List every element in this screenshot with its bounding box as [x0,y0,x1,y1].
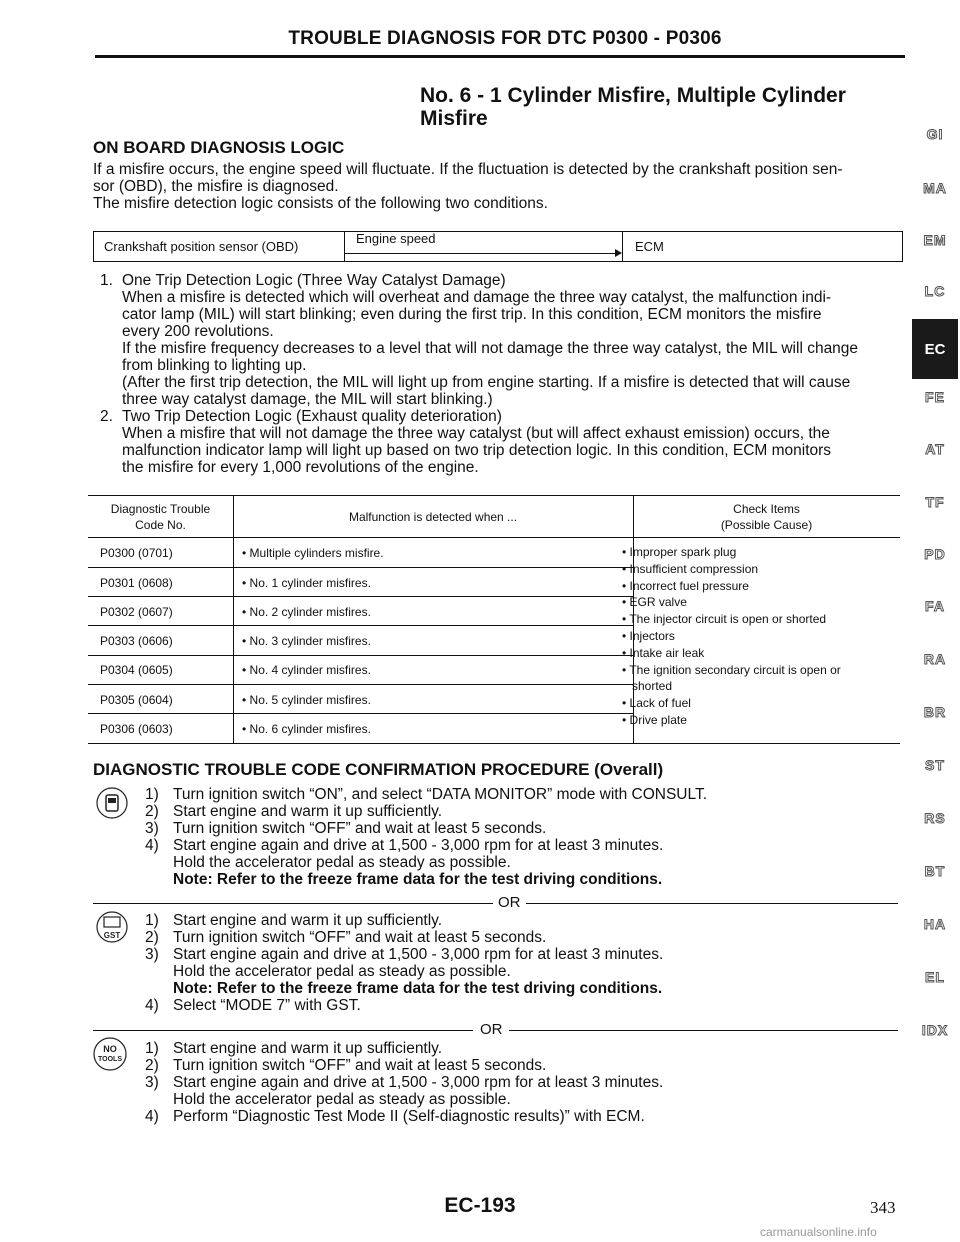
check-item: • Incorrect fuel pressure [622,578,749,593]
table-row-malfunction: • No. 1 cylinder misfires. [242,576,371,590]
step-text: Turn ignition switch “OFF” and wait at least 5 seconds. [173,929,547,946]
watermark: carmanualsonline.info [760,1225,877,1239]
step-text: Start engine again and drive at 1,500 - 3,000 rpm for at least 3 minutes. [173,1074,664,1091]
table-header-check [633,501,900,533]
header-text: (Possible Cause) [720,518,813,532]
or-divider-line [509,1030,898,1031]
header-rule [95,55,905,58]
row-rule [88,596,633,597]
table-top-rule [88,495,900,496]
table-header-code [88,501,233,533]
side-tab-gi[interactable]: GI [926,126,944,142]
no-tools-icon [92,1036,128,1072]
row-rule [88,567,633,568]
gst-icon-label: GST [103,931,121,940]
step-text: Perform “Diagnostic Test Mode II (Self-diagnostic results)” with ECM. [173,1108,645,1125]
subtitle-line-1: No. 6 - 1 Cylinder Misfire, Multiple Cylinder [420,84,846,107]
list-number: 1. [100,272,113,289]
obd-para-line-3: The misfire detection logic consists of the following two conditions. [93,195,548,212]
step-number: 3) [145,820,159,837]
side-tab-at[interactable]: AT [925,441,945,457]
consult-steps [145,786,885,888]
step-number: 2) [145,1057,159,1074]
list-item [100,408,910,476]
obd-para-line-1: If a misfire occurs, the engine speed will fluctuate. If the fluctuation is detected by the crankshaft position sen- [93,161,843,178]
side-tab-tf[interactable]: TF [925,494,945,510]
ecm-box [622,232,903,261]
or-divider-line [526,903,898,904]
step-note: Note: Refer to the freeze frame data for the test driving conditions. [173,871,663,888]
side-tab-rs[interactable]: RS [924,810,946,826]
step-continuation: Hold the accelerator pedal as steady as possible. [173,963,511,980]
section-subtitle [420,84,846,130]
check-item: • The injector circuit is open or shorted [622,612,827,627]
table-row-code: P0306 (0603) [100,722,173,736]
table-row-code: P0303 (0606) [100,634,173,648]
check-item: • Insufficient compression [622,561,759,576]
list-line: cator lamp (MIL) will start blinking; even during the first trip. In this condition, ECM monitors the misfire [122,306,822,323]
list-line: When a misfire is detected which will overheat and damage the three way catalyst, the malfunction indi- [122,289,832,306]
step-text: Start engine and warm it up sufficiently. [173,803,443,820]
step-number: 1) [145,1040,159,1057]
step-item [145,786,885,803]
ecm-label: ECM [635,239,664,254]
sensor-box [94,232,345,261]
obd-heading: ON BOARD DIAGNOSIS LOGIC [93,138,345,157]
consult-icon [95,786,129,820]
side-tab-ec-active[interactable]: EC [912,319,958,379]
table-row-malfunction: • No. 4 cylinder misfires. [242,663,371,677]
step-item [145,912,885,929]
row-rule [88,655,633,656]
list-line: three way catalyst damage, the MIL will start blinking.) [122,391,493,408]
detection-logic-list [100,272,910,476]
step-item [145,946,885,963]
check-item: • The ignition secondary circuit is open or [622,662,841,677]
table-row-malfunction: • No. 3 cylinder misfires. [242,634,371,648]
step-text: Turn ignition switch “OFF” and wait at least 5 seconds. [173,820,547,837]
signal-flow-diagram [93,231,903,262]
gst-icon [95,910,129,944]
table-row-code: P0301 (0608) [100,576,173,590]
obd-para-line-2: sor (OBD), the misfire is diagnosed. [93,178,339,195]
list-number: 2. [100,408,113,425]
no-tools-label: TOOLS [98,1056,122,1063]
list-line: from blinking to lighting up. [122,357,307,374]
step-number: 3) [145,946,159,963]
or-divider-line [93,903,493,904]
list-line: (After the first trip detection, the MIL will light up from engine starting. If a misfire is detected that will cause [122,374,851,391]
table-row-code: P0302 (0607) [100,605,173,619]
header-text: Check Items [733,502,800,516]
step-number: 4) [145,997,159,1014]
step-text: Start engine again and drive at 1,500 - 3,000 rpm for at least 3 minutes. [173,837,664,854]
check-item: • EGR valve [622,595,687,610]
side-tab-el[interactable]: EL [925,969,945,985]
or-divider-line [93,1030,473,1031]
table-row-code: P0304 (0605) [100,663,173,677]
side-tab-em[interactable]: EM [923,232,947,248]
check-item: • Lack of fuel [622,696,691,711]
step-text: Start engine and warm it up sufficiently. [173,912,443,929]
list-line: malfunction indicator lamp will light up based on two trip detection logic. In this condition, ECM monitors [122,442,832,459]
side-tab-idx[interactable]: IDX [921,1022,949,1038]
step-number: 2) [145,929,159,946]
check-item: • Drive plate [622,712,687,727]
list-line: One Trip Detection Logic (Three Way Catalyst Damage) [122,272,506,289]
step-number: 1) [145,912,159,929]
side-tab-ma[interactable]: MA [923,180,947,196]
row-rule [88,625,633,626]
step-continuation: Hold the accelerator pedal as steady as possible. [173,1091,511,1108]
step-number: 4) [145,1108,159,1125]
obd-paragraph [93,161,913,212]
no-tools-label: NO [103,1044,117,1054]
dtc-table [88,495,900,745]
check-item: • Improper spark plug [622,545,737,559]
or-label: OR [480,1021,503,1038]
or-label: OR [498,894,521,911]
header-text: Code No. [135,518,186,532]
check-item: • Injectors [622,628,675,643]
step-item [145,1057,885,1074]
no-tools-steps [145,1040,885,1125]
side-tab-ha[interactable]: HA [923,916,947,932]
table-col-divider [233,495,234,744]
sensor-label: Crankshaft position sensor (OBD) [104,239,299,254]
step-item [145,820,885,837]
check-items-list [622,544,841,729]
step-text: Select “MODE 7” with GST. [173,997,361,1014]
side-tab-st[interactable]: ST [925,757,945,773]
dtc-procedure-heading: DIAGNOSTIC TROUBLE CODE CONFIRMATION PROCEDURE (Overall) [93,760,664,779]
step-text: Start engine again and drive at 1,500 - 3,000 rpm for at least 3 minutes. [173,946,664,963]
side-tab-fa[interactable]: FA [925,598,945,614]
table-row-code: P0305 (0604) [100,693,173,707]
gst-steps [145,912,885,1014]
step-text: Turn ignition switch “ON”, and select “DATA MONITOR” mode with CONSULT. [173,786,708,803]
step-number: 3) [145,1074,159,1091]
page-number: 343 [870,1198,896,1217]
subtitle-line-2: Misfire [420,107,488,130]
signal-label: Engine speed [356,231,436,246]
table-row-malfunction: • Multiple cylinders misfire. [242,546,384,560]
side-tab-br[interactable]: BR [923,704,947,720]
table-row-malfunction: • No. 5 cylinder misfires. [242,693,371,707]
side-tab-bt[interactable]: BT [924,863,946,879]
step-item [145,803,885,820]
step-note: Note: Refer to the freeze frame data for the test driving conditions. [173,980,663,997]
page-code: EC-193 [444,1194,516,1217]
header-text: Diagnostic Trouble [110,502,211,516]
list-line: When a misfire that will not damage the three way catalyst (but will affect exhaust emission) occurs, the [122,425,830,442]
step-number: 2) [145,803,159,820]
step-item [145,997,885,1014]
step-item [145,1108,885,1125]
table-bottom-rule [88,743,900,744]
table-header-malfunction: Malfunction is detected when ... [348,510,518,524]
check-item: shorted [622,679,673,694]
step-continuation: Hold the accelerator pedal as steady as possible. [173,854,511,871]
step-number: 1) [145,786,159,803]
list-line: Two Trip Detection Logic (Exhaust quality deterioration) [122,408,502,425]
check-item: • Intake air leak [622,645,705,660]
flow-arrow [345,253,620,254]
step-text: Start engine and warm it up sufficiently. [173,1040,443,1057]
table-row-malfunction: • No. 2 cylinder misfires. [242,605,371,619]
row-rule [88,713,633,714]
side-tab-fe[interactable]: FE [925,389,945,405]
row-rule [88,684,633,685]
step-text: Turn ignition switch “OFF” and wait at least 5 seconds. [173,1057,547,1074]
list-item [100,272,910,408]
step-item [145,1040,885,1057]
side-tab-pd[interactable]: PD [924,546,946,562]
page-header-title: TROUBLE DIAGNOSIS FOR DTC P0300 - P0306 [288,28,722,49]
list-line: every 200 revolutions. [122,323,274,340]
list-line: If the misfire frequency decreases to a level that will not damage the three way catalyst, the MIL will change [122,340,859,357]
step-item [145,837,885,854]
step-item [145,1074,885,1091]
step-number: 4) [145,837,159,854]
table-header-rule [88,537,900,538]
table-row-code: P0300 (0701) [100,546,173,560]
side-tab-ra[interactable]: RA [923,651,947,667]
side-tab-lc[interactable]: LC [924,283,946,299]
list-line: the misfire for every 1,000 revolutions of the engine. [122,459,479,476]
table-row-malfunction: • No. 6 cylinder misfires. [242,722,371,736]
step-item [145,929,885,946]
